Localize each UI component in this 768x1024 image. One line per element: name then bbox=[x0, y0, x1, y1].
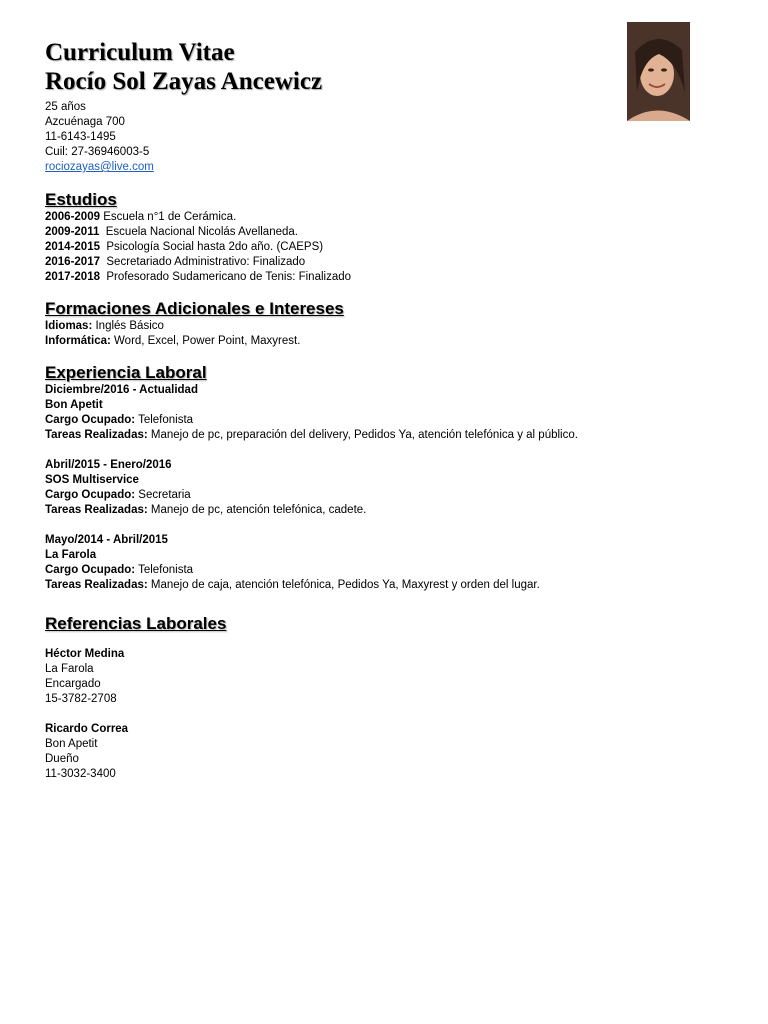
job-period: Abril/2015 - Enero/2016 bbox=[45, 459, 172, 471]
cv-page bbox=[45, 38, 735, 782]
age: 25 años bbox=[45, 101, 86, 113]
reference-role: Dueño bbox=[45, 753, 79, 765]
job-cargo: Cargo Ocupado: Telefonista bbox=[45, 414, 194, 426]
estudio-item: 2016-2017 Secretariado Administrativo: Finalizado bbox=[45, 256, 306, 268]
job-cargo: Cargo Ocupado: Secretaria bbox=[45, 489, 191, 501]
job-company: La Farola bbox=[45, 549, 97, 561]
estudio-item: 2006-2009 Escuela n°1 de Cerámica. bbox=[45, 211, 237, 223]
section-title-formaciones: Formaciones Adicionales e Intereses bbox=[45, 299, 344, 318]
job-period: Mayo/2014 - Abril/2015 bbox=[45, 534, 168, 546]
reference-role: Encargado bbox=[45, 678, 101, 690]
job-entry bbox=[45, 383, 735, 443]
reference-entry bbox=[45, 647, 735, 707]
job-period: Diciembre/2016 - Actualidad bbox=[45, 384, 198, 396]
reference-entry bbox=[45, 722, 735, 782]
reference-place: La Farola bbox=[45, 663, 94, 675]
reference-name: Héctor Medina bbox=[45, 648, 125, 660]
document-title: Curriculum Vitae bbox=[45, 39, 235, 66]
job-company: Bon Apetit bbox=[45, 399, 103, 411]
idiomas: Idiomas: Inglés Básico bbox=[45, 320, 164, 332]
section-title-experiencia: Experiencia Laboral bbox=[45, 363, 207, 382]
estudio-item: 2014-2015 Psicología Social hasta 2do año. (CAEPS) bbox=[45, 241, 324, 253]
informatica: Informática: Word, Excel, Power Point, Maxyrest. bbox=[45, 335, 301, 347]
job-cargo: Cargo Ocupado: Telefonista bbox=[45, 564, 194, 576]
section-title-referencias: Referencias Laborales bbox=[45, 614, 227, 633]
section-title-estudios: Estudios bbox=[45, 190, 117, 209]
job-entry bbox=[45, 458, 735, 518]
phone: 11-6143-1495 bbox=[45, 131, 116, 143]
address: Azcuénaga 700 bbox=[45, 116, 125, 128]
job-tareas: Tareas Realizadas: Manejo de pc, preparación del delivery, Pedidos Ya, atención telefónica y al público. bbox=[45, 429, 578, 441]
reference-place: Bon Apetit bbox=[45, 738, 98, 750]
reference-name: Ricardo Correa bbox=[45, 723, 129, 735]
person-name: Rocío Sol Zayas Ancewicz bbox=[45, 68, 323, 95]
job-entry bbox=[45, 533, 735, 593]
job-tareas: Tareas Realizadas: Manejo de caja, atención telefónica, Pedidos Ya, Maxyrest y orden del lugar. bbox=[45, 579, 540, 591]
reference-phone: 11-3032-3400 bbox=[45, 768, 116, 780]
email-link[interactable]: rociozayas@live.com bbox=[45, 161, 154, 173]
estudio-item: 2017-2018 Profesorado Sudamericano de Tenis: Finalizado bbox=[45, 271, 352, 283]
cuil: Cuil: 27-36946003-5 bbox=[45, 146, 150, 158]
job-company: SOS Multiservice bbox=[45, 474, 139, 486]
job-tareas: Tareas Realizadas: Manejo de pc, atención telefónica, cadete. bbox=[45, 504, 367, 516]
estudios-list bbox=[45, 210, 735, 285]
reference-phone: 15-3782-2708 bbox=[45, 693, 117, 705]
estudio-item: 2009-2011 Escuela Nacional Nicolás Avellaneda. bbox=[45, 226, 298, 238]
